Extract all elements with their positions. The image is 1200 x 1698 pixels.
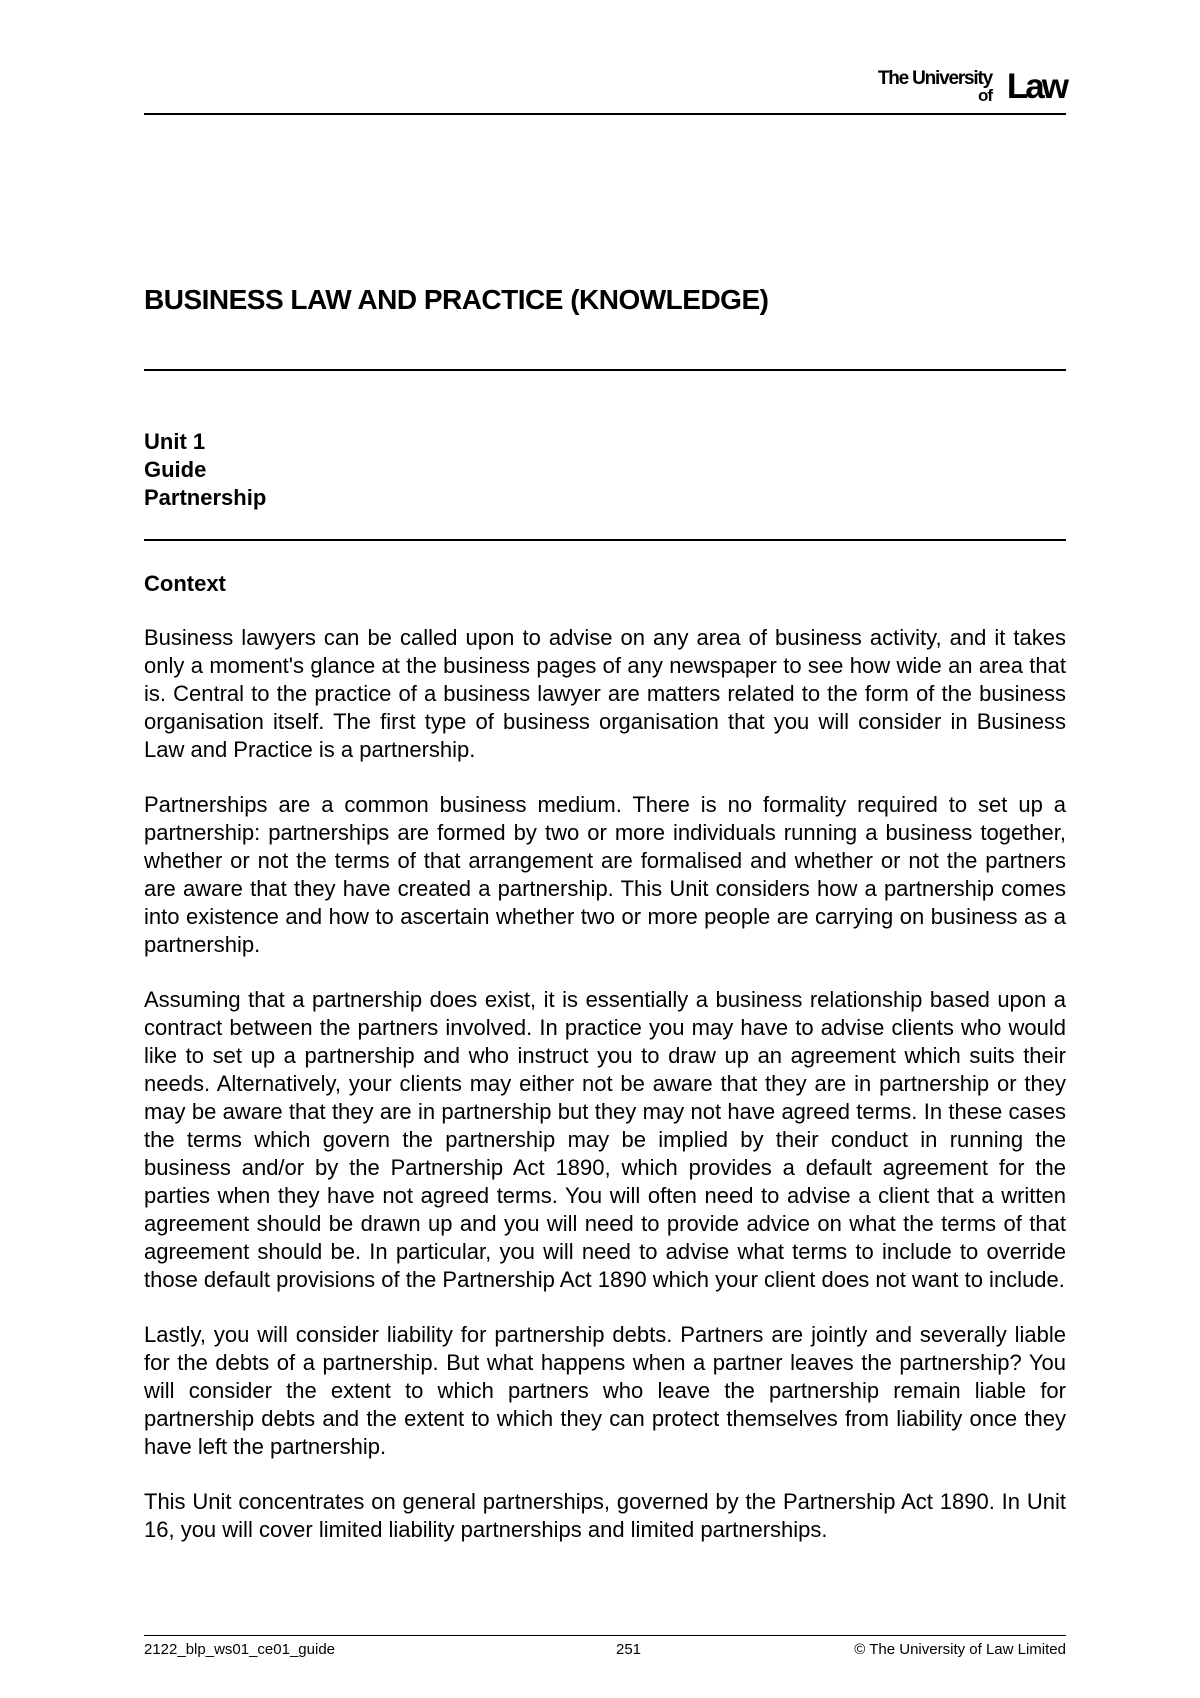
document-title: BUSINESS LAW AND PRACTICE (KNOWLEDGE): [144, 284, 769, 315]
unit-info: [144, 428, 266, 512]
header-divider: [144, 113, 1066, 115]
unit-number: Unit 1: [144, 429, 206, 454]
university-logo: [846, 66, 1066, 106]
title-divider: [144, 369, 1066, 371]
logo-text-law: Law: [1006, 67, 1066, 106]
logo-text-of: of: [977, 86, 992, 105]
section-heading: Context: [144, 571, 226, 596]
unit-type: Guide: [144, 457, 207, 482]
footer-doc-code: 2122_blp_ws01_ce01_guide: [144, 1641, 336, 1658]
body-paragraph: Business lawyers can be called upon to advise on any area of business activity, and it takes only a moment's glance at the business pages of any newspaper to see how wide an area that is. Central to the practice of a business lawyer are matters related to the form of the business organisation itself. The first type of business organisation that you will consider in Business Law and Practice is a partnership.: [144, 625, 1066, 762]
body-paragraph: Lastly, you will consider liability for partnership debts. Partners are jointly and severally liable for the debts of a partnership. But what happens when a partner leaves the partnership? You will consider the extent to which partners who leave the partnership remain liable for partnership debts and the extent to which they can protect themselves from liability once they have left the partnership.: [144, 1322, 1066, 1459]
footer-divider: [144, 1635, 1066, 1636]
body-paragraph: Assuming that a partnership does exist, it is essentially a business relationship based upon a contract between the partners involved. In practice you may have to advise clients who would like to set up a partnership and who instruct you to draw up an agreement which suits their needs. Alternatively, your clients may either not be aware that they are in partnership or they may be aware that they are in partnership but they may not have agreed terms. In these cases the terms which govern the partnership may be implied by their conduct in running the business and/or by the Partnership Act 1890, which provides a default agreement for the parties when they have not agreed terms. You will often need to advise a client that a written agreement should be drawn up and you will need to provide advice on what the terms of that agreement should be. In particular, you will need to advise what terms to include to override those default provisions of the Partnership Act 1890 which your client does not want to include.: [144, 987, 1066, 1292]
footer-copyright: © The University of Law Limited: [854, 1641, 1066, 1658]
unit-topic: Partnership: [144, 485, 267, 510]
logo-text-the-university: The University: [877, 68, 992, 89]
footer-page-number: 251: [616, 1641, 642, 1658]
unit-divider: [144, 539, 1066, 541]
body-paragraph: Partnerships are a common business medium. There is no formality required to set up a partnership: partnerships are formed by two or more individuals running a business together, whether or not the terms of that arrangement are formalised and whether or not the partners are aware that they have created a partnership. This Unit considers how a partnership comes into existence and how to ascertain whether two or more people are carrying on business as a partnership.: [144, 792, 1066, 957]
body-paragraph: This Unit concentrates on general partnerships, governed by the Partnership Act 1890. In Unit 16, you will cover limited liability partnerships and limited partnerships.: [144, 1489, 1066, 1542]
document-body: [144, 570, 1066, 1571]
